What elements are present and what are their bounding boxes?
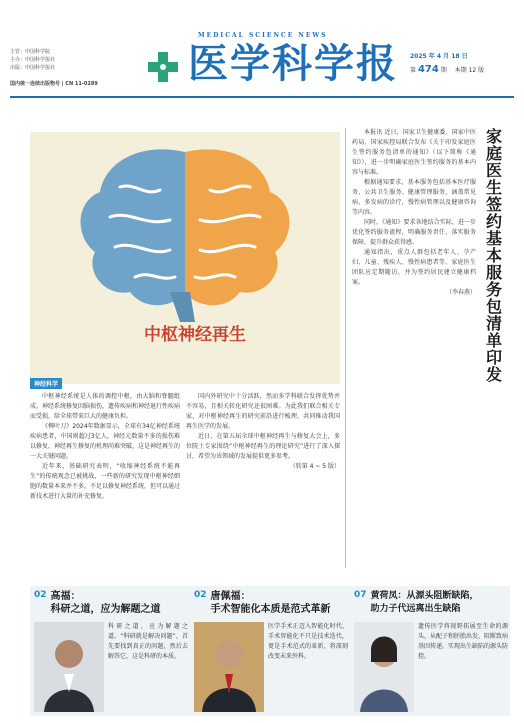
lead-article-col1 [30,392,180,572]
column-divider [345,128,346,568]
hero-image [30,132,340,384]
logo-chinese: 医学科学报 [188,40,398,87]
issue-number-block [410,64,484,75]
section-tag: 神经科学 [30,378,62,389]
teaser-page: 02 [194,590,207,600]
teaser-title: 科研之道，应为解题之道 [50,604,161,615]
side-paragraph: 本报讯 近日，国家卫生健康委、国家中医药局、国家疾控局联合发布《关于印发家庭医生签约服务包清单的通知》（以下简称《通知》），进一步明确家庭医生签约服务的基本内容与标准。 [352,129,476,176]
teaser-title: 助力子代远离出生缺陷 [370,604,461,614]
teaser-3[interactable] [354,590,510,712]
organizer-text: 主办：中国科学报社 [10,57,56,63]
publisher-text: 出版：中国科学报社 [10,65,56,71]
lead-paragraph: 《柳叶刀》2024年数据显示，全球有34亿神经系统疾病患者，中国则超过3亿人，神经元数量不多的损伤难以修复，神经再生修复的机理尚难突破，这是神经再生的一大关键问题。 [30,423,180,460]
lead-paragraph: 近日，在第五届全球中枢神经再生与修复大会上，多位院士专家围绕“中枢神经再生的理论研究”进行了深入探讨，希望为该领域的发展提供更多参考。 [186,433,340,460]
teaser-body: 科研之道，应为解题之道。“科研就是解决问题”，首先要找到真正的问题，然后去解答它，这是科研的本质。 [108,623,188,660]
issue-suffix: 期 [440,67,447,74]
logo-cross-icon [148,52,178,82]
teaser-title: 黄荷凤：从源头阻断缺陷， [370,591,479,601]
issue-number: 474 [417,64,439,75]
side-paragraph: 根据通知要求，基本服务包括基本医疗服务、公共卫生服务、健康管理服务，涵盖常见病、多发病的诊疗，慢性病管理以及健康咨询等内容。 [352,179,476,216]
side-paragraph: 同时，《通知》要求各地结合实际，进一步优化签约服务流程，明确服务责任，落实服务保障，提升群众获得感。 [352,219,476,246]
teaser-page: 07 [354,590,367,600]
teaser-title: 高福： [50,591,81,602]
person-icon [354,622,414,712]
teaser-title: 手术智能化本质是范式革新 [210,604,331,615]
logo-english: MEDICAL SCIENCE NEWS [198,32,328,39]
side-article-title: 家庭医生签约基本服务包清单印发 [485,127,502,384]
masthead-meta [10,48,98,88]
lead-article-col2 [186,392,340,572]
hero-title: 中枢神经再生 [144,325,246,345]
person-icon [34,622,104,712]
side-paragraph: 通知指出，重点人群包括老年人、孕产妇、儿童、残疾人、慢性病患者等，家庭医生团队应定期随访，并为签约居民建立健康档案。 [352,249,476,286]
issue-date [410,52,468,62]
teaser-body: 医学手术正迈入智能化时代，手术智能化不只是技术迭代，更是手术范式的革新，将深刻改变未来外科。 [268,623,348,660]
lead-paragraph: 国内外研究中十分活跃，然而多学科联合发挥优势并不容易，且相关转化研究还很困难。为此我们联合相关专家，对中枢神经再生的研究前沿进行梳理，共同推动我国再生医学的发展。 [186,393,340,430]
issue-label: 第 [410,67,417,74]
lead-paragraph: 近年来，基础研究表明，“收缩神经系统不能再生”的传统观念已被挑战，一些新的研究发现中枢神经细胞的数量本来并不多，不足以修复神经系统，但可以通过新技术进行大量的补充修复。 [30,463,180,500]
continued-note: （转第 4 ~ 5 版） [289,463,340,470]
portrait-photo [354,622,414,712]
teaser-body: 遗传医学将视野拓展至生命的源头，从配子和胚胎出发，阻断致病基因传递，实现出生缺陷的源头防控。 [418,623,508,660]
cn-number: 国内统一连续出版物号 | CN 11-0289 [10,81,98,87]
date-text: 2025 年 4 月 18 日 [410,53,468,60]
side-article-body [352,128,476,568]
pages-count: 本期 12 版 [454,67,485,74]
teaser-title: 唐佩福： [210,591,251,602]
sponsor-text: 主管：中国科学院 [10,49,51,55]
masthead-rule [10,96,514,98]
lead-paragraph: 中枢神经系统是人体的调控中枢，由大脑和脊髓组成。神经系统修复因脑损伤，遗传疾病和神经退行性疾病而受损，给全球带来巨大的健康负担。 [30,393,180,420]
teaser-page: 02 [34,590,47,600]
portrait-photo [34,622,104,712]
side-byline: （李春燕） [445,289,476,296]
teaser-2[interactable] [194,590,350,712]
person-icon [194,622,264,712]
brain-illustration [30,132,340,332]
portrait-photo [194,622,264,712]
teaser-1[interactable] [34,590,190,712]
